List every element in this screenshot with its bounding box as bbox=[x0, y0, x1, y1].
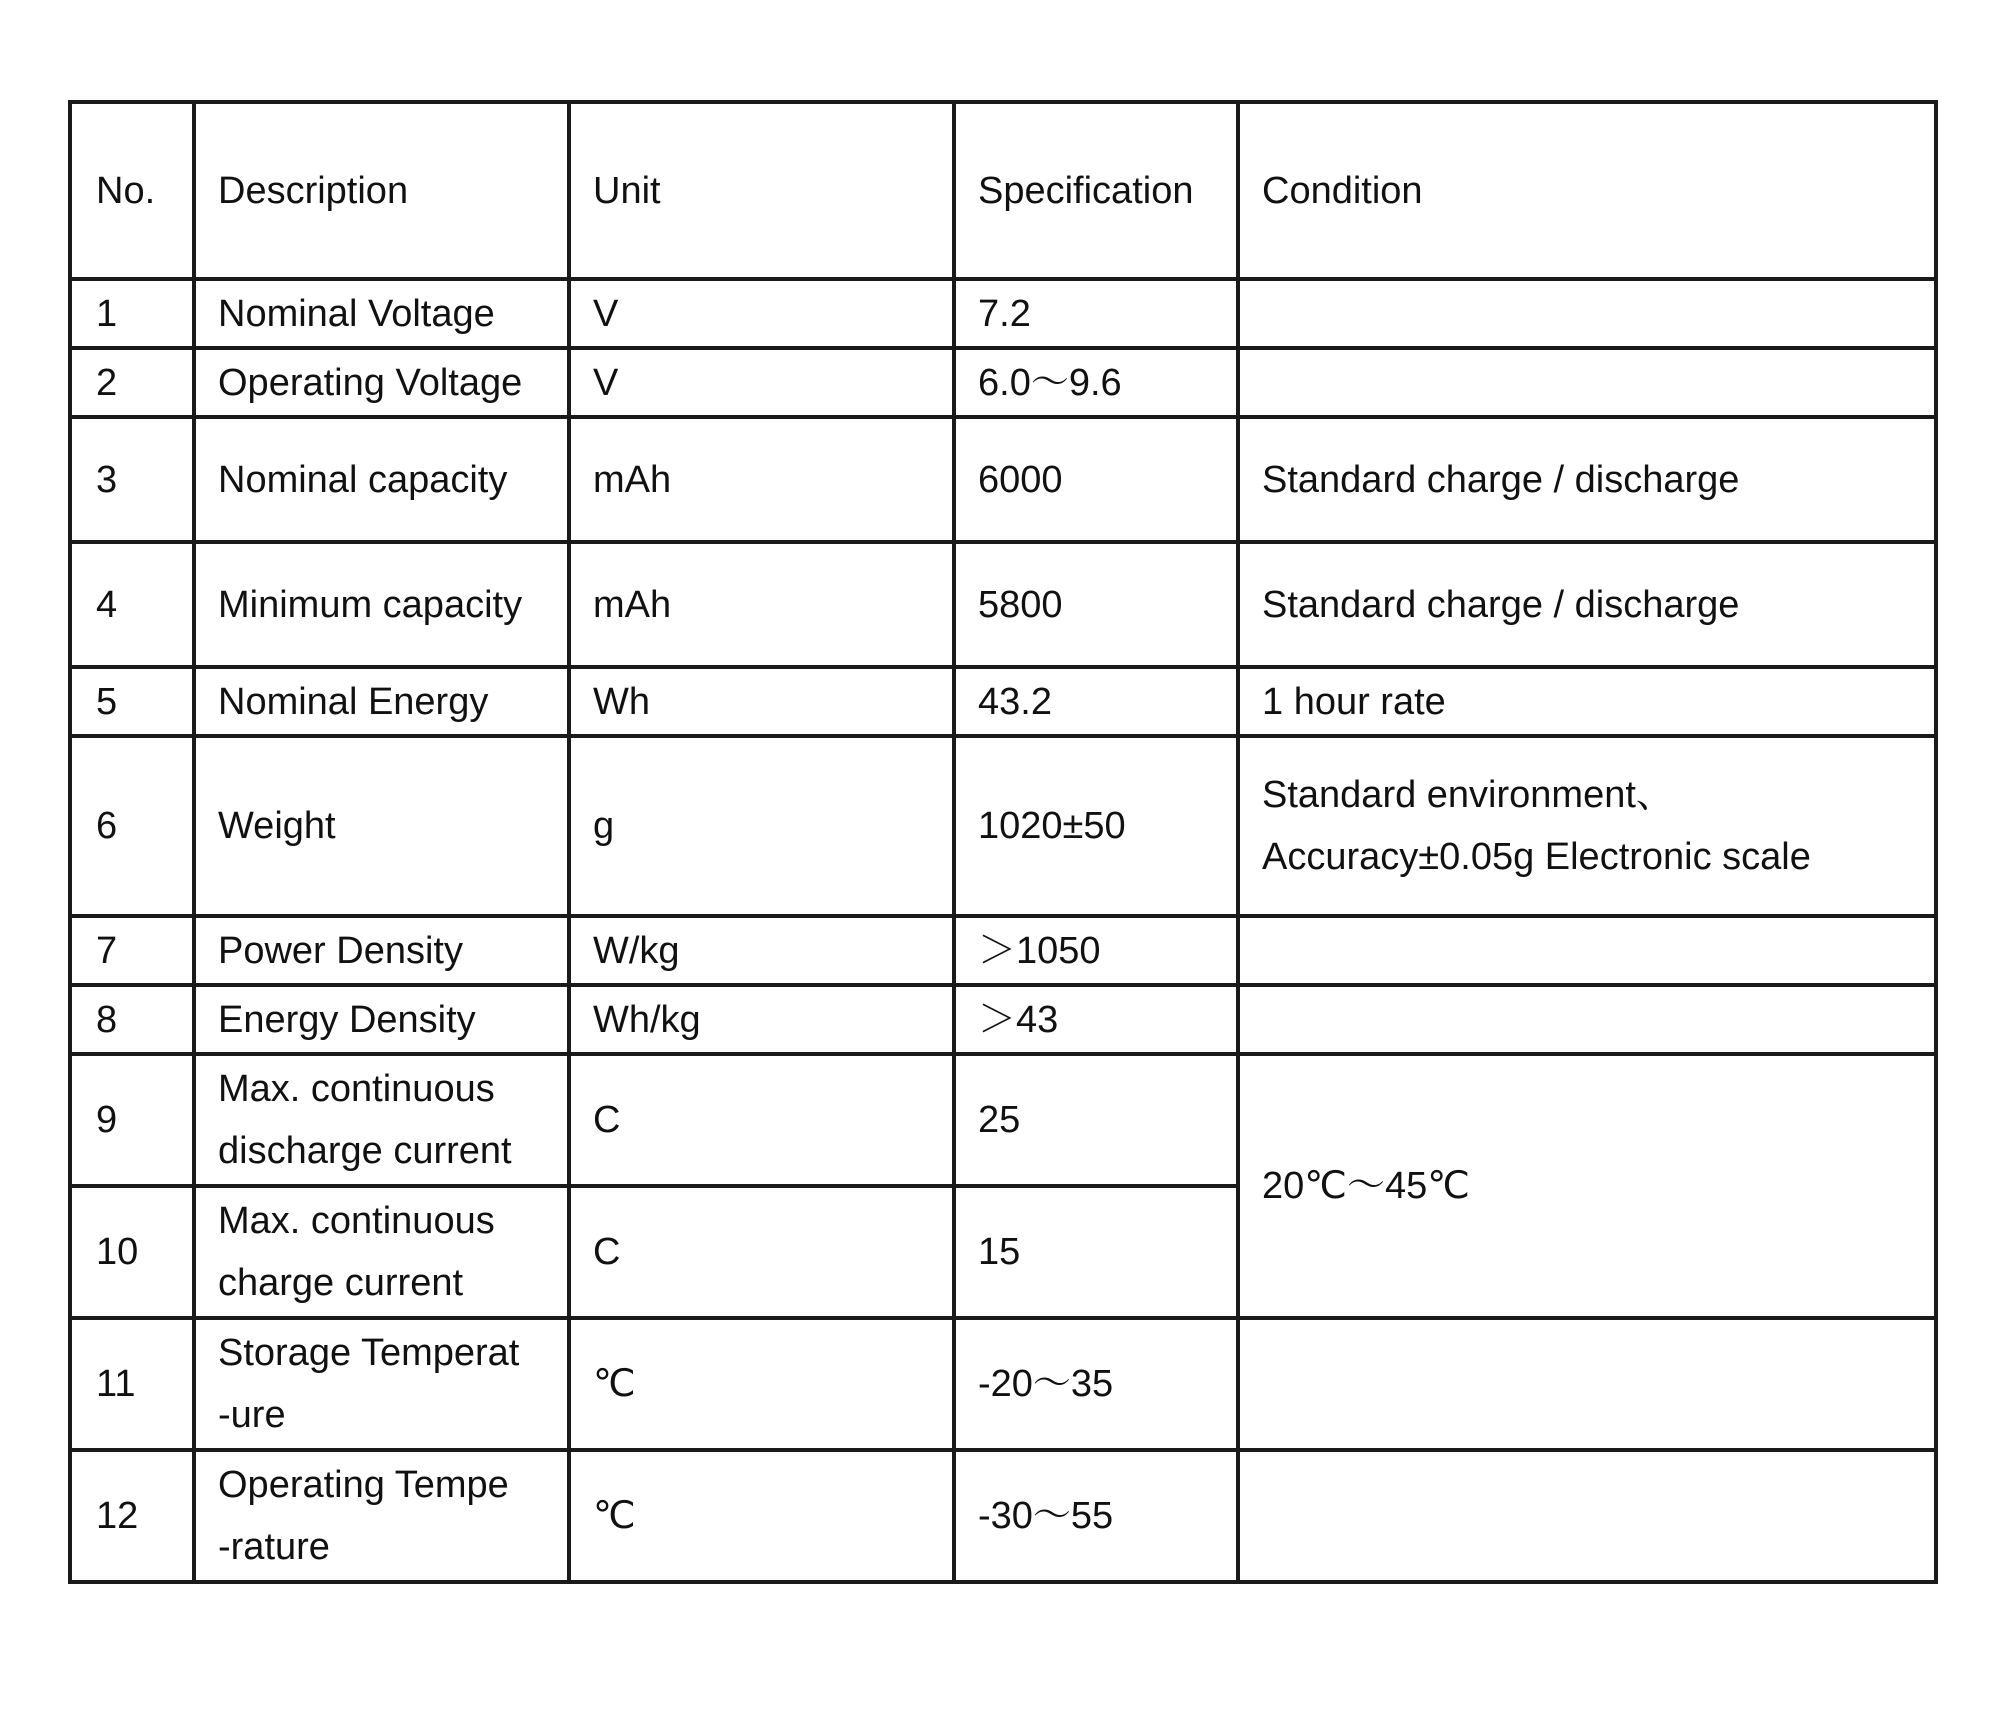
header-unit: Unit bbox=[569, 102, 954, 279]
description-line: Nominal Energy bbox=[218, 680, 489, 723]
row-no: 3 bbox=[70, 417, 194, 542]
description-line: Nominal capacity bbox=[218, 458, 508, 501]
description-line: Operating Voltage bbox=[218, 361, 523, 404]
row-unit: Wh bbox=[569, 667, 954, 736]
row-unit: Wh/kg bbox=[569, 985, 954, 1054]
row-specification: ＞43 bbox=[954, 985, 1238, 1054]
table-row bbox=[70, 348, 1936, 417]
condition-line: Standard charge / discharge bbox=[1262, 583, 1740, 626]
table-row bbox=[70, 667, 1936, 736]
row-condition bbox=[1238, 348, 1936, 417]
row-specification: -30～55 bbox=[954, 1450, 1238, 1582]
row-condition bbox=[1238, 1318, 1936, 1450]
row-description bbox=[194, 1318, 569, 1450]
table-row bbox=[70, 279, 1936, 348]
row-condition bbox=[1238, 667, 1936, 736]
table-row bbox=[70, 1054, 1936, 1186]
row-unit: V bbox=[569, 348, 954, 417]
row-unit: C bbox=[569, 1186, 954, 1318]
row-condition bbox=[1238, 542, 1936, 667]
row-description bbox=[194, 736, 569, 916]
header-condition: Condition bbox=[1238, 102, 1936, 279]
row-unit: ℃ bbox=[569, 1450, 954, 1582]
row-description bbox=[194, 1054, 569, 1186]
description-line: -ure bbox=[218, 1394, 286, 1436]
row-specification: -20～35 bbox=[954, 1318, 1238, 1450]
row-specification: 25 bbox=[954, 1054, 1238, 1186]
row-condition bbox=[1238, 736, 1936, 916]
description-line: Nominal Voltage bbox=[218, 292, 495, 335]
row-unit: g bbox=[569, 736, 954, 916]
row-condition bbox=[1238, 1450, 1936, 1582]
row-description bbox=[194, 542, 569, 667]
condition-line: Standard charge / discharge bbox=[1262, 458, 1740, 501]
row-no: 12 bbox=[70, 1450, 194, 1582]
description-line: -rature bbox=[218, 1526, 330, 1568]
description-line: Power Density bbox=[218, 929, 463, 972]
battery-spec-table bbox=[68, 100, 1938, 1584]
row-specification: 6000 bbox=[954, 417, 1238, 542]
row-description bbox=[194, 1450, 569, 1582]
row-condition bbox=[1238, 279, 1936, 348]
row-specification: 15 bbox=[954, 1186, 1238, 1318]
description-line: Operating Tempe bbox=[218, 1464, 509, 1506]
row-description bbox=[194, 667, 569, 736]
description-line: Minimum capacity bbox=[218, 583, 523, 626]
table-row bbox=[70, 417, 1936, 542]
condition-line: Standard environment、 bbox=[1262, 774, 1674, 816]
row-specification: 5800 bbox=[954, 542, 1238, 667]
table-row bbox=[70, 985, 1936, 1054]
row-unit: ℃ bbox=[569, 1318, 954, 1450]
description-line: Max. continuous bbox=[218, 1068, 495, 1110]
row-condition bbox=[1238, 916, 1936, 985]
description-line: Storage Temperat bbox=[218, 1332, 520, 1374]
row-description bbox=[194, 417, 569, 542]
row-specification: 43.2 bbox=[954, 667, 1238, 736]
row-specification: 7.2 bbox=[954, 279, 1238, 348]
row-no: 8 bbox=[70, 985, 194, 1054]
table-row bbox=[70, 1318, 1936, 1450]
description-line: Max. continuous bbox=[218, 1200, 495, 1242]
description-line: Energy Density bbox=[218, 998, 476, 1041]
header-no: No. bbox=[70, 102, 194, 279]
row-no: 9 bbox=[70, 1054, 194, 1186]
row-unit: mAh bbox=[569, 417, 954, 542]
description-line: charge current bbox=[218, 1262, 464, 1304]
table-row bbox=[70, 916, 1936, 985]
row-description bbox=[194, 916, 569, 985]
row-description bbox=[194, 348, 569, 417]
header-specification: Specification bbox=[954, 102, 1238, 279]
row-no: 6 bbox=[70, 736, 194, 916]
row-no: 1 bbox=[70, 279, 194, 348]
description-line: discharge current bbox=[218, 1130, 512, 1172]
row-no: 5 bbox=[70, 667, 194, 736]
row-no: 7 bbox=[70, 916, 194, 985]
row-no: 11 bbox=[70, 1318, 194, 1450]
description-line: Weight bbox=[218, 805, 336, 847]
row-condition bbox=[1238, 985, 1936, 1054]
row-condition-merged bbox=[1238, 1054, 1936, 1318]
condition-line: 1 hour rate bbox=[1262, 680, 1446, 723]
table-row bbox=[70, 542, 1936, 667]
header-description: Description bbox=[194, 102, 569, 279]
row-description bbox=[194, 1186, 569, 1318]
table-row bbox=[70, 736, 1936, 916]
condition-line: 20℃～45℃ bbox=[1262, 1165, 1470, 1207]
table-row bbox=[70, 1450, 1936, 1582]
row-condition bbox=[1238, 417, 1936, 542]
table-header-row bbox=[70, 102, 1936, 279]
row-unit: W/kg bbox=[569, 916, 954, 985]
condition-line: Accuracy±0.05g Electronic scale bbox=[1262, 836, 1811, 878]
row-unit: C bbox=[569, 1054, 954, 1186]
row-specification: 6.0～9.6 bbox=[954, 348, 1238, 417]
row-no: 4 bbox=[70, 542, 194, 667]
row-no: 10 bbox=[70, 1186, 194, 1318]
row-specification: 1020±50 bbox=[954, 736, 1238, 916]
row-no: 2 bbox=[70, 348, 194, 417]
row-description bbox=[194, 985, 569, 1054]
row-specification: ＞1050 bbox=[954, 916, 1238, 985]
row-unit: mAh bbox=[569, 542, 954, 667]
row-unit: V bbox=[569, 279, 954, 348]
row-description bbox=[194, 279, 569, 348]
